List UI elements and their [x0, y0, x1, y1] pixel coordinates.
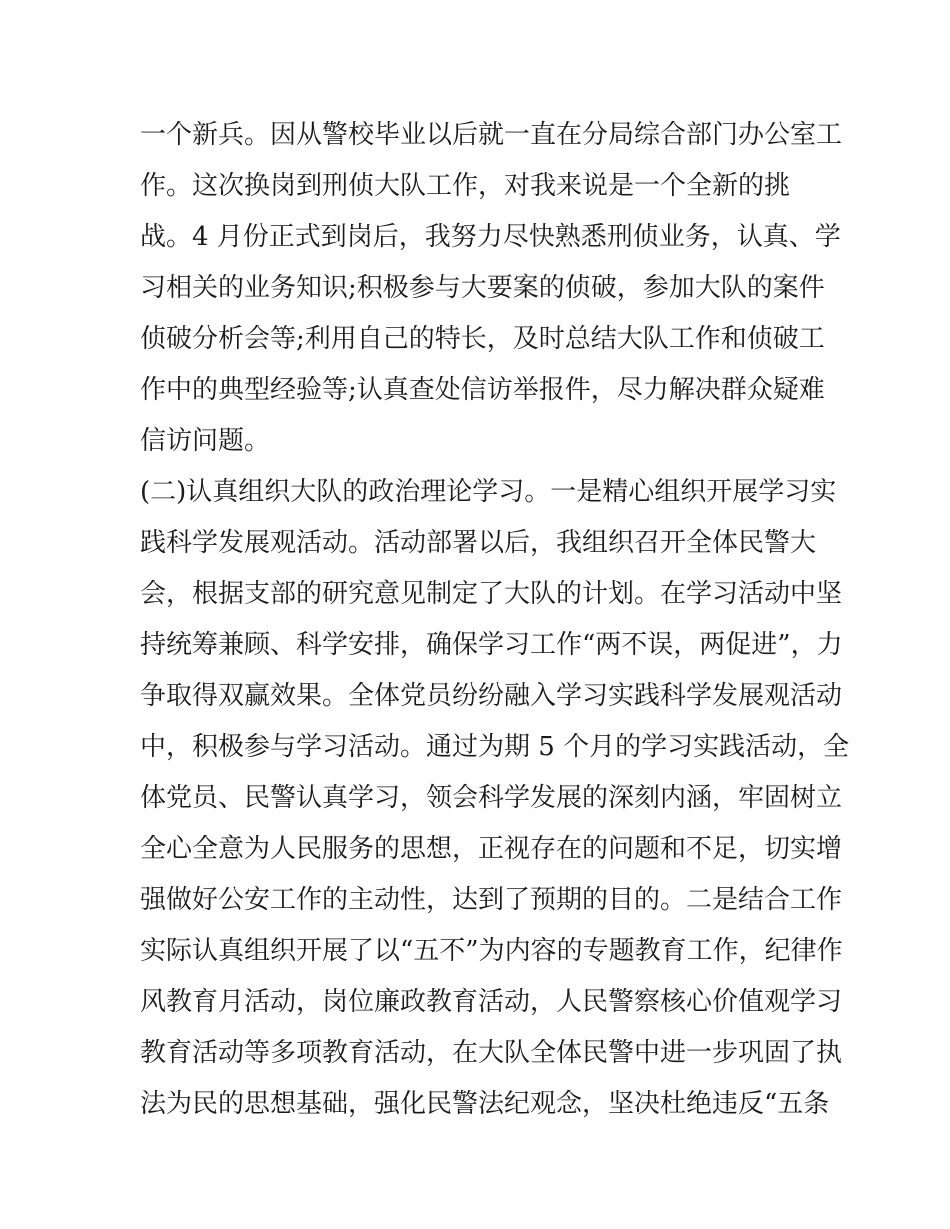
text-line: 教育活动等多项教育活动，在大队全体民警中进一步巩固了执: [140, 1038, 843, 1068]
text-line: 信访问题。: [140, 426, 271, 456]
text-line: (二)认真组织大队的政治理论学习。一是精心组织开展学习实: [140, 477, 837, 507]
text-line: 一个新兵。因从警校毕业以后就一直在分局综合部门办公室工: [140, 120, 843, 150]
text-line: 作。这次换岗到刑侦大队工作，对我来说是一个全新的挑: [140, 171, 791, 201]
text-line: 全心全意为人民服务的思想，正视存在的问题和不足，切实增: [140, 834, 843, 864]
text-line: 实际认真组织开展了以“五不”为内容的专题教育工作，纪律作: [140, 936, 843, 966]
text-line: 中，积极参与学习活动。通过为期 5 个月的学习实践活动，全: [140, 732, 850, 762]
text-line: 习相关的业务知识;积极参与大要案的侦破，参加大队的案件: [140, 273, 825, 303]
body-text: [140, 110, 850, 1130]
text-line: 作中的典型经验等;认真查处信访举报件，尽力解决群众疑难: [140, 375, 825, 405]
text-line: 持统筹兼顾、科学安排，确保学习工作“两不误，两促进”，力: [140, 630, 843, 660]
text-line: 侦破分析会等;利用自己的特长，及时总结大队工作和侦破工: [140, 324, 825, 354]
text-line: 体党员、民警认真学习，领会科学发展的深刻内涵，牢固树立: [140, 783, 843, 813]
text-line: 强做好公安工作的主动性，达到了预期的目的。二是结合工作: [140, 885, 843, 915]
text-line: 会，根据支部的研究意见制定了大队的计划。在学习活动中坚: [140, 579, 843, 609]
text-line: 法为民的思想基础，强化民警法纪观念，坚决杜绝违反“五条: [140, 1089, 830, 1119]
text-line: 战。4 月份正式到岗后，我努力尽快熟悉刑侦业务，认真、学: [140, 222, 841, 252]
text-line: 风教育月活动，岗位廉政教育活动，人民警察核心价值观学习: [140, 987, 843, 1017]
text-line: 争取得双赢效果。全体党员纷纷融入学习实践科学发展观活动: [140, 681, 843, 711]
text-line: 践科学发展观活动。活动部署以后，我组织召开全体民警大: [140, 528, 817, 558]
